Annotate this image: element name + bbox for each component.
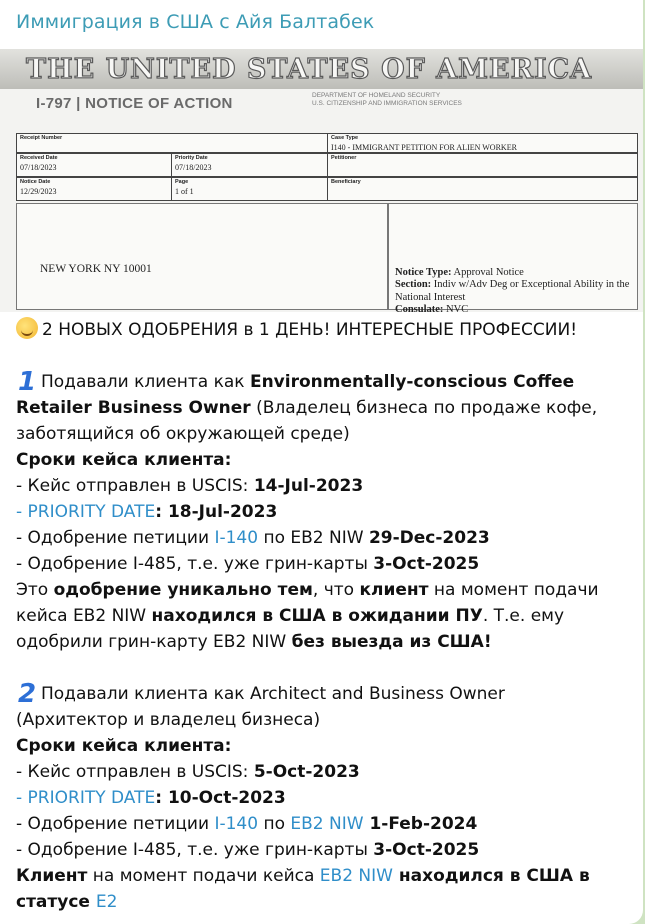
attached-document-image[interactable]	[0, 49, 643, 312]
document-department: DEPARTMENT OF HOMELAND SECURITY U.S. CITIZENSHIP AND IMMIGRATION SERVICES	[312, 92, 462, 107]
address-box	[16, 203, 388, 310]
channel-title[interactable]: Иммиграция в США с Айя Балтабек	[16, 11, 375, 33]
petitioner-cell: Petitioner	[327, 153, 638, 177]
keycap-two-icon: 2	[17, 679, 37, 709]
eb2-niw-hashtag[interactable]: EB2 NIW	[290, 814, 364, 834]
document-form-title: I-797 | NOTICE OF ACTION	[36, 95, 233, 112]
i140-hashtag[interactable]: I-140	[214, 814, 259, 834]
beneficiary-cell: Beneficiary	[327, 177, 638, 201]
smiling-face-icon	[16, 317, 38, 339]
page-cell: Page 1 of 1	[171, 177, 328, 201]
document-banner-text: THE UNITED STATES OF AMERICA	[26, 54, 593, 85]
priority-date-cell: Priority Date 07/18/2023	[171, 153, 328, 177]
receipt-number-cell: Receipt Number	[16, 133, 328, 153]
document-address: NEW YORK NY 10001	[40, 263, 152, 275]
received-date-cell: Received Date 07/18/2023	[16, 153, 172, 177]
document-banner	[0, 49, 643, 89]
priority-date-hashtag[interactable]: PRIORITY DATE	[27, 502, 156, 522]
case-2-block: 2 Подавали клиента как Architect and Business Owner (Архитектор и владелец бизнеса) Сроки кейса клиента: - Кейс отправлен в USCIS: 5-Oct-2023 - PRIORITY DATE: 10-Oct-2023 - Одобрение петиции I-140 по EB2 NIW 1-Feb-2024 - Одобрение I-485, т.е. уже грин-карты 3-Oct-2025 Клиент на момент подачи кейса EB2 NIW находился в США в статусе E2	[16, 679, 590, 912]
eb2-niw-hashtag[interactable]: EB2 NIW	[319, 866, 393, 886]
priority-date-hashtag[interactable]: PRIORITY DATE	[27, 788, 156, 808]
i140-hashtag[interactable]: I-140	[214, 528, 259, 548]
post-headline: 2 НОВЫХ ОДОБРЕНИЯ в 1 ДЕНЬ! ИНТЕРЕСНЫЕ ПРОФЕССИИ!	[16, 317, 631, 343]
e2-hashtag[interactable]: E2	[95, 892, 118, 912]
notice-details: Notice Type: Approval Notice Section: Indiv w/Adv Deg or Exceptional Ability in the National Interest Consulate: NVC	[395, 267, 630, 312]
keycap-one-icon: 1	[17, 367, 37, 397]
case-type-cell: Case Type I140 - IMMIGRANT PETITION FOR ALIEN WORKER	[327, 133, 638, 153]
notice-date-cell: Notice Date 12/29/2023	[16, 177, 172, 201]
case-1-block: 1 Подавали клиента как Environmentally-conscious Coffee Retailer Business Owner (Владелец бизнеса по продаже кофе, заботящийся об окружающей среде) Сроки кейса клиента: - Кейс отправлен в USCIS: 14-Jul-2023 - PRIORITY DATE: 18-Jul-2023 - Одобрение петиции I-140 по EB2 NIW 29-Dec-2023 - Одобрение I-485, т.е. уже грин-карты 3-Oct-2025 Это одобрение уникально тем, что клиент на момент подачи кейса EB2 NIW находился в США в ожидании ПУ. Т.е. ему одобрили грин-карту EB2 NIW без выезда из США!	[16, 367, 599, 652]
